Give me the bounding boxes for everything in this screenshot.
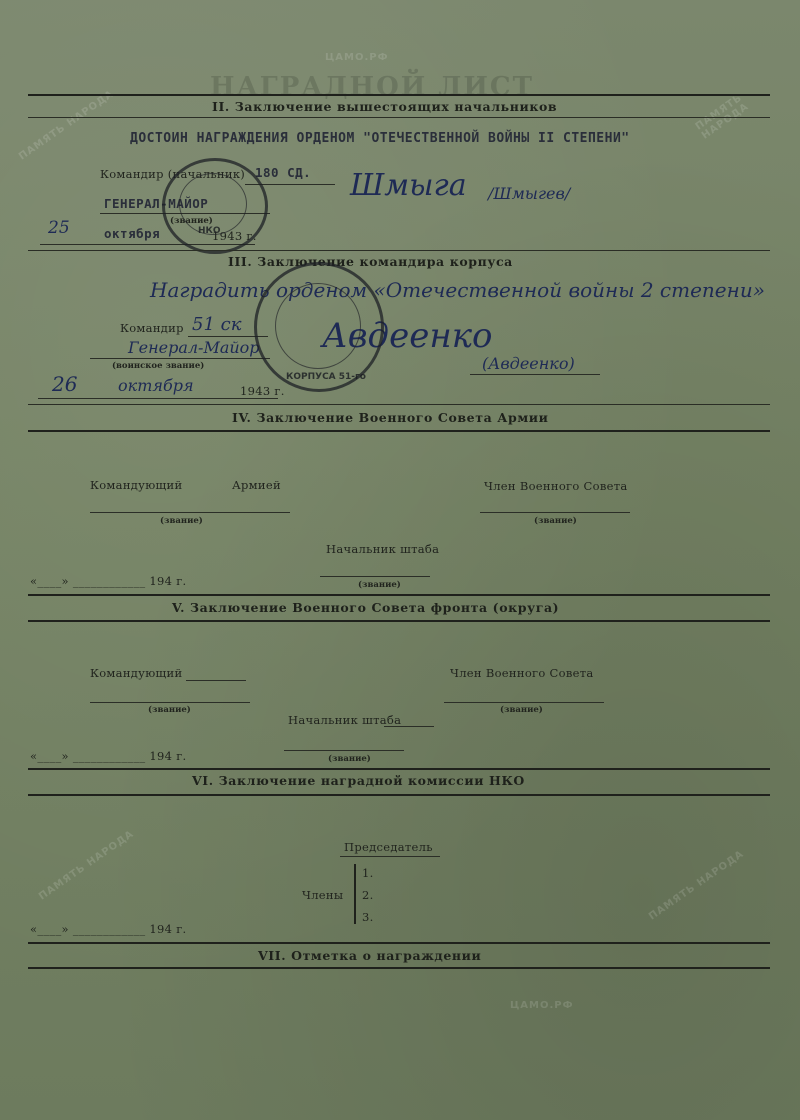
- section-rule: [28, 768, 770, 770]
- s5-chief-label: Начальник штаба: [288, 713, 402, 727]
- section-rule: [28, 594, 770, 596]
- s4-rank-line-left: [90, 512, 290, 513]
- s6-chairman-line: [340, 856, 440, 857]
- s2-commander-label: Командир (начальник): [100, 167, 246, 181]
- ghost-header: НАГРАДНОЙ ЛИСТ: [210, 72, 534, 102]
- s3-signature: Авдеенко: [322, 316, 493, 356]
- s4-army-label: Армией: [232, 478, 281, 492]
- section-rule: [28, 430, 770, 432]
- s3-rank-hand: Генерал-Майор: [128, 338, 260, 357]
- section-rule: [28, 404, 770, 405]
- section-rule: [28, 967, 770, 969]
- s2-unit-typed: 180 СД.: [255, 165, 312, 180]
- s4-chief-line: [320, 576, 430, 577]
- section-2-heading: II. Заключение вышестоящих начальников: [212, 99, 558, 114]
- s2-date-day: 25: [48, 218, 70, 238]
- section-rule: [28, 250, 770, 251]
- s6-members-bracket: [354, 864, 356, 924]
- s6-members-label: Члены: [302, 888, 344, 902]
- s4-rank-caption-right: (звание): [534, 516, 577, 526]
- s4-commander-label: Командующий: [90, 478, 183, 492]
- s3-rank-line: [90, 358, 270, 359]
- s6-member-number: 3.: [362, 910, 374, 924]
- s3-date-year: 1943 г.: [240, 384, 285, 398]
- s4-rank-caption-left: (звание): [160, 516, 203, 526]
- s5-member-label: Член Военного Совета: [450, 666, 594, 680]
- section-4-heading: IV. Заключение Военного Совета Армии: [232, 410, 549, 425]
- s2-rank-caption: (звание): [170, 216, 213, 226]
- s4-member-label: Член Военного Совета: [484, 479, 628, 493]
- section-3-heading: III. Заключение командира корпуса: [228, 254, 513, 269]
- watermark-project-3: ПАМЯТЬ НАРОДА: [37, 828, 137, 903]
- section-rule: [28, 94, 770, 96]
- s4-date-line: «____» ____________ 194 г.: [30, 574, 187, 588]
- s5-chief-line: [284, 750, 404, 751]
- s3-award-hand: Наградить орденом «Отечественной войны 2 степени»: [150, 278, 765, 302]
- s2-signature: Шмыга: [350, 168, 467, 203]
- s5-chief-line-a: [384, 726, 434, 727]
- section-5-heading: V. Заключение Военного Совета фронта (округа): [172, 600, 560, 615]
- s4-chief-label: Начальник штаба: [326, 542, 440, 556]
- section-rule: [28, 620, 770, 622]
- s2-award-typed-line: ДОСТОИН НАГРАЖДЕНИЯ ОРДЕНОМ "ОТЕЧЕСТВЕННОЙ ВОЙНЫ II СТЕПЕНИ": [130, 131, 630, 146]
- s5-commander-label: Командующий: [90, 666, 183, 680]
- s3-date-month: октября: [118, 376, 194, 395]
- s5-date-line: «____» ____________ 194 г.: [30, 749, 187, 763]
- s3-commander-label: Командир: [120, 321, 184, 335]
- s5-chief-caption: (звание): [328, 754, 371, 764]
- s3-date-day: 26: [52, 372, 78, 396]
- s4-chief-caption: (звание): [358, 580, 401, 590]
- section-rule: [28, 942, 770, 944]
- s6-chairman-label: Председатель: [344, 840, 433, 854]
- s4-rank-line-right: [480, 512, 630, 513]
- s6-member-number: 2.: [362, 888, 374, 902]
- s5-commander-line: [186, 680, 246, 681]
- stamp-1-text: НКО: [198, 226, 221, 236]
- s3-date-line: [38, 398, 278, 399]
- s5-rank-caption-right: (звание): [500, 705, 543, 715]
- section-6-heading: VI. Заключение наградной комиссии НКО: [192, 773, 525, 788]
- watermark-site-2: ЦАМО.РФ: [510, 1000, 574, 1011]
- section-rule: [28, 117, 770, 118]
- stamp-2-text: КОРПУСА 51-го: [286, 372, 366, 382]
- s3-name-hand: (Авдеенко): [482, 354, 575, 373]
- s2-date-month: октября: [104, 226, 161, 241]
- s5-rank-caption-left: (звание): [148, 705, 191, 715]
- s2-date-year: 1943 г.: [212, 229, 257, 243]
- s5-rank-line-left: [90, 702, 250, 703]
- section-7-heading: VII. Отметка о награждении: [258, 948, 482, 963]
- s2-rank-typed: ГЕНЕРАЛ-МАЙОР: [104, 196, 209, 211]
- watermark-project: ПАМЯТЬ НАРОДА: [17, 88, 117, 163]
- watermark-project-2: ПАМЯТЬ НАРОДА: [693, 92, 751, 142]
- watermark-site: ЦАМО.РФ: [325, 52, 389, 63]
- s3-rank-caption: (воинское звание): [112, 361, 205, 371]
- s6-member-number: 1.: [362, 866, 374, 880]
- watermark-project-4: ПАМЯТЬ НАРОДА: [647, 848, 747, 923]
- stamp-circle-1: [162, 158, 268, 254]
- s3-unit-hand: 51 ск: [192, 314, 242, 335]
- s6-date-line: «____» ____________ 194 г.: [30, 922, 187, 936]
- section-rule: [28, 794, 770, 796]
- s3-name-line: [470, 374, 600, 375]
- s2-name-hand: /Шмыгев/: [488, 184, 571, 203]
- s5-rank-line-right: [444, 702, 604, 703]
